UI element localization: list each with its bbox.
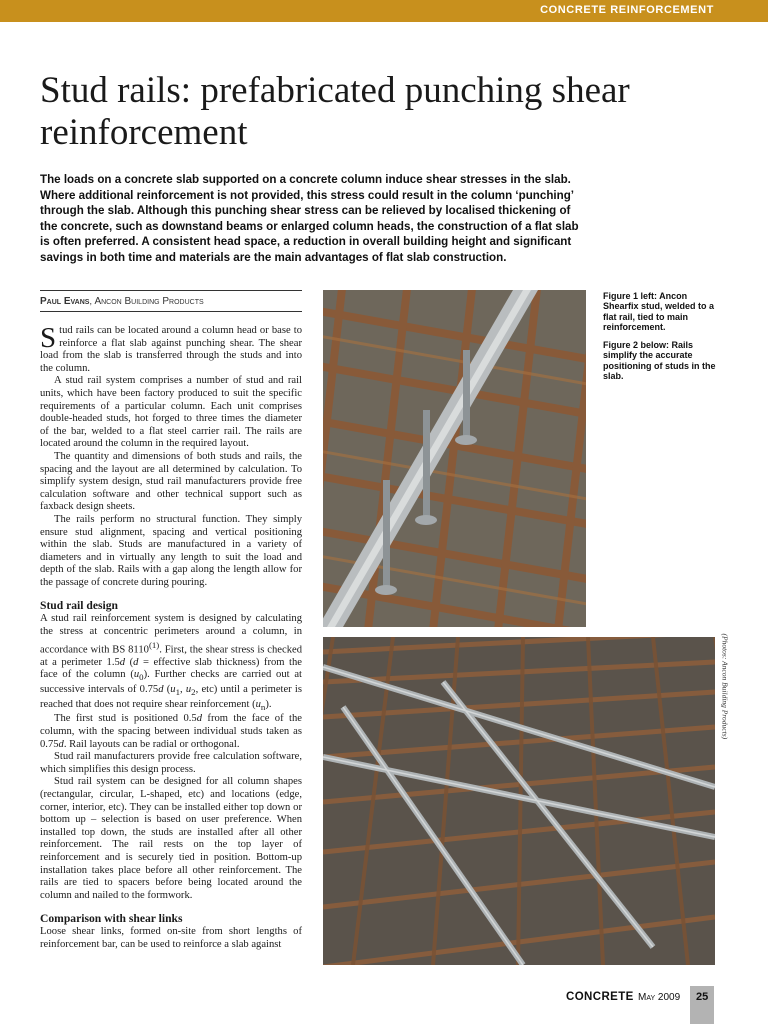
- rebar-grid-photo-icon: [323, 637, 715, 965]
- paragraph: The quantity and dimensions of both studs and rails, the spacing and the layout are all determined by calculation. To simplify system design, stud rail manufacturers provide free calculation software and other technical support such as faxback design sheets.: [40, 450, 302, 513]
- photo-credit: [717, 633, 731, 757]
- paragraph: Stud rail system can be designed for all column shapes (rectangular, circular, L-shaped, etc) and locations (edge, corner, interior, etc). They can be installed either top down or bottom up – selection is based on user preference. When installed top down, the studs are installed after all other reinforcement. The rail rests on the top layer of reinforcement and is securely tied in position. Bottom-up installation takes place before all other reinforcement. The rails are tied to spacers before being located around the column and nailed to the formwork.: [40, 776, 302, 901]
- section-label: CONCRETE REINFORCEMENT: [540, 4, 714, 16]
- article-title: Stud rails: prefabricated punching shear reinforcement: [40, 70, 630, 153]
- page-number: 25: [696, 991, 709, 1003]
- photo-credit-text: (Photos: Ancon Building Products): [720, 633, 730, 740]
- issue-date: May 2009: [638, 992, 681, 1003]
- figure-1-photo: [323, 290, 586, 627]
- paragraph: The rails perform no structural function. They simply ensure stud alignment, spacing and vertical positioning within the slab. Studs are manufactured in a variety of diameters and in virtually any length to suit the load and depth of the slab. Rails with a gap along the length allow for the passage of concrete during pouring.: [40, 513, 302, 588]
- byline: [40, 290, 302, 312]
- magazine-name: CONCRETE: [566, 991, 634, 1003]
- paragraph: Loose shear links, formed on-site from short lengths of reinforcement bar, can be used to reinforce a slab against: [40, 926, 302, 950]
- article-intro: The loads on a concrete slab supported on a concrete column induce shear stresses in the slab. Where additional reinforcement is not provided, this stress could result in the column ‘punching’ through the slab. Although this punching shear stress can be relieved by localised thickening of the concrete, such as downstand beams or enlarged column heads, the construction of a flat slab is often preferred. A consistent head space, a reduction in overall building height and significant savings in both time and materials are the main advantages of flat slab construction.: [40, 173, 579, 264]
- paragraph: Stud rail manufacturers provide free calculation software, which simplifies this design process.: [40, 751, 302, 775]
- byline-separator: ,: [89, 296, 95, 306]
- caption-column: [603, 291, 721, 389]
- section-heading: Stud rail design: [40, 599, 118, 613]
- author-organisation: Ancon Building Products: [94, 296, 204, 307]
- paragraph: A stud rail reinforcement system is designed by calculating the stress at concentric perimeters around a column, in accordance with BS 8110$^{(1)}$. First, the shear stress is checked at a perimeter 1.5d (d = effective slab thickness) from the face of the column $(u_0)$. Further checks are carried out at successive intervals of 0.75d ($u_1$, $u_2$, etc) until a perimeter is reached that does not require shear reinforcement $(u_n)$.: [40, 613, 302, 712]
- author-name: Paul Evans: [40, 296, 90, 307]
- paragraph: The first stud is positioned 0.5d from the face of the column, with the spacing between individual studs taken as 0.75d. Rail layouts can be radial or orthogonal.: [40, 713, 302, 750]
- figure-2-caption: Figure 2 below: Rails simplify the accurate positioning of studs in the slab.: [603, 340, 716, 382]
- drop-cap: S: [40, 322, 57, 354]
- section-header-bar: [0, 0, 768, 22]
- paragraph: [40, 322, 302, 375]
- paragraph-text: tud rails can be located around a column head or base to reinforce a flat slab against punching shear. The shear load from the slab is transferred through the studs and into the column.: [40, 325, 302, 374]
- figure-2-photo: [323, 637, 715, 965]
- figure-1-caption: Figure 1 left: Ancon Shearfix stud, welded to a flat rail, tied to main reinforcement.: [603, 291, 715, 332]
- reference-marker: (1): [148, 639, 160, 650]
- paragraph: A stud rail system comprises a number of stud and rail units, which have been factory produced to suit the specific requirements of a particular column. Each unit comprises double-headed studs, hot forged to three times the diameter of the bar, welded to a flat steel carrier rail. The rails are located around the column in the required layout.: [40, 375, 302, 450]
- body-column: [40, 322, 302, 952]
- rebar-stud-rail-photo-icon: [323, 290, 586, 627]
- section-heading: Comparison with shear links: [40, 912, 183, 926]
- page-footer: [566, 986, 768, 1024]
